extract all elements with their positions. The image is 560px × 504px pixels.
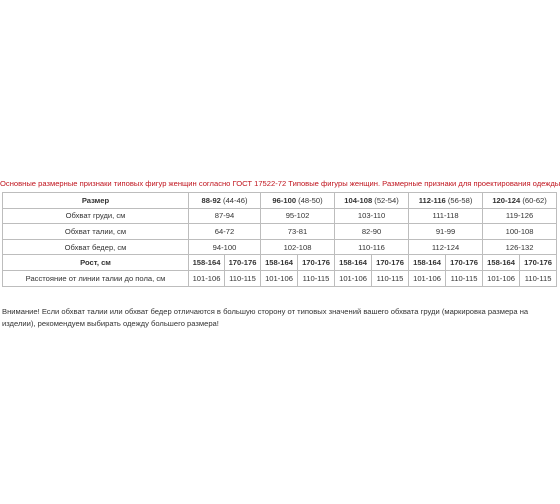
size-cell: [409, 193, 483, 209]
size-cell: [483, 193, 557, 209]
table-cell: 82-90: [335, 224, 409, 240]
size-cell: [261, 193, 335, 209]
height-cell: 170-176: [446, 255, 483, 271]
table-cell: 101-106: [483, 270, 520, 286]
row-label-waist: Обхват талии, см: [3, 224, 189, 240]
table-cell: 101-106: [261, 270, 298, 286]
row-label-bust: Обхват груди, см: [3, 208, 189, 224]
table-cell: 110-115: [225, 270, 261, 286]
size-bust: 88-92: [201, 195, 221, 205]
waist-row: [3, 224, 557, 240]
table-cell: 101-106: [409, 270, 446, 286]
size-ru: (48-50): [298, 195, 323, 205]
height-row: [3, 255, 557, 271]
table-cell: 91-99: [409, 224, 483, 240]
row-label-height: Рост, см: [3, 255, 189, 271]
height-cell: 170-176: [298, 255, 335, 271]
table-cell: 103-110: [335, 208, 409, 224]
row-label-size: Размер: [3, 193, 189, 209]
table-cell: 87-94: [189, 208, 261, 224]
table-cell: 73-81: [261, 224, 335, 240]
height-cell: 158-164: [483, 255, 520, 271]
bust-row: [3, 208, 557, 224]
table-cell: 101-106: [335, 270, 372, 286]
table-cell: 119-126: [483, 208, 557, 224]
size-cell: [335, 193, 409, 209]
height-cell: 158-164: [335, 255, 372, 271]
table-title: Основные размерные признаки типовых фигур женщин согласно ГОСТ 17522-72 Типовые фигуры женщин. Размерные признаки для проектирования одежды: [0, 179, 560, 188]
table-cell: 102-108: [261, 239, 335, 255]
row-label-waist-to-floor: Расстояние от линии талии до пола, см: [3, 270, 189, 286]
height-cell: 170-176: [372, 255, 409, 271]
table-cell: 101-106: [189, 270, 225, 286]
size-bust: 120-124: [492, 195, 521, 205]
table-cell: 110-115: [298, 270, 335, 286]
table-cell: 111-118: [409, 208, 483, 224]
waist-to-floor-row: [3, 270, 557, 286]
size-ru: (44-46): [223, 195, 248, 205]
table-cell: 110-115: [446, 270, 483, 286]
table-cell: 94-100: [189, 239, 261, 255]
table-cell: 110-115: [372, 270, 409, 286]
size-warning-note: Внимание! Если обхват талии или обхват бедер отличаются в большую сторону от типовых значений вашего обхвата груди (маркировка размера на изделии), рекомендуем выбирать одежду большего размера!: [2, 307, 529, 328]
size-ru: (60-62): [522, 195, 547, 205]
table-cell: 110-115: [520, 270, 557, 286]
size-ru: (52-54): [374, 195, 399, 205]
size-bust: 112-116: [418, 195, 446, 205]
size-chart-table: [2, 192, 557, 287]
height-cell: 170-176: [225, 255, 261, 271]
height-cell: 158-164: [409, 255, 446, 271]
table-cell: 112-124: [409, 239, 483, 255]
row-label-hips: Обхват бедер, см: [3, 239, 189, 255]
table-cell: 126-132: [483, 239, 557, 255]
size-ru: (56-58): [447, 195, 473, 205]
size-row: [3, 193, 557, 209]
hips-row: [3, 239, 557, 255]
height-cell: 158-164: [261, 255, 298, 271]
size-bust: 104-108: [344, 195, 373, 205]
table-cell: 64-72: [189, 224, 261, 240]
size-bust: 96-100: [272, 195, 297, 205]
table-cell: 95-102: [261, 208, 335, 224]
height-cell: 170-176: [520, 255, 557, 271]
table-cell: 100-108: [483, 224, 557, 240]
table-cell: 110-116: [335, 239, 409, 255]
height-cell: 158-164: [189, 255, 225, 271]
size-cell: [189, 193, 261, 209]
